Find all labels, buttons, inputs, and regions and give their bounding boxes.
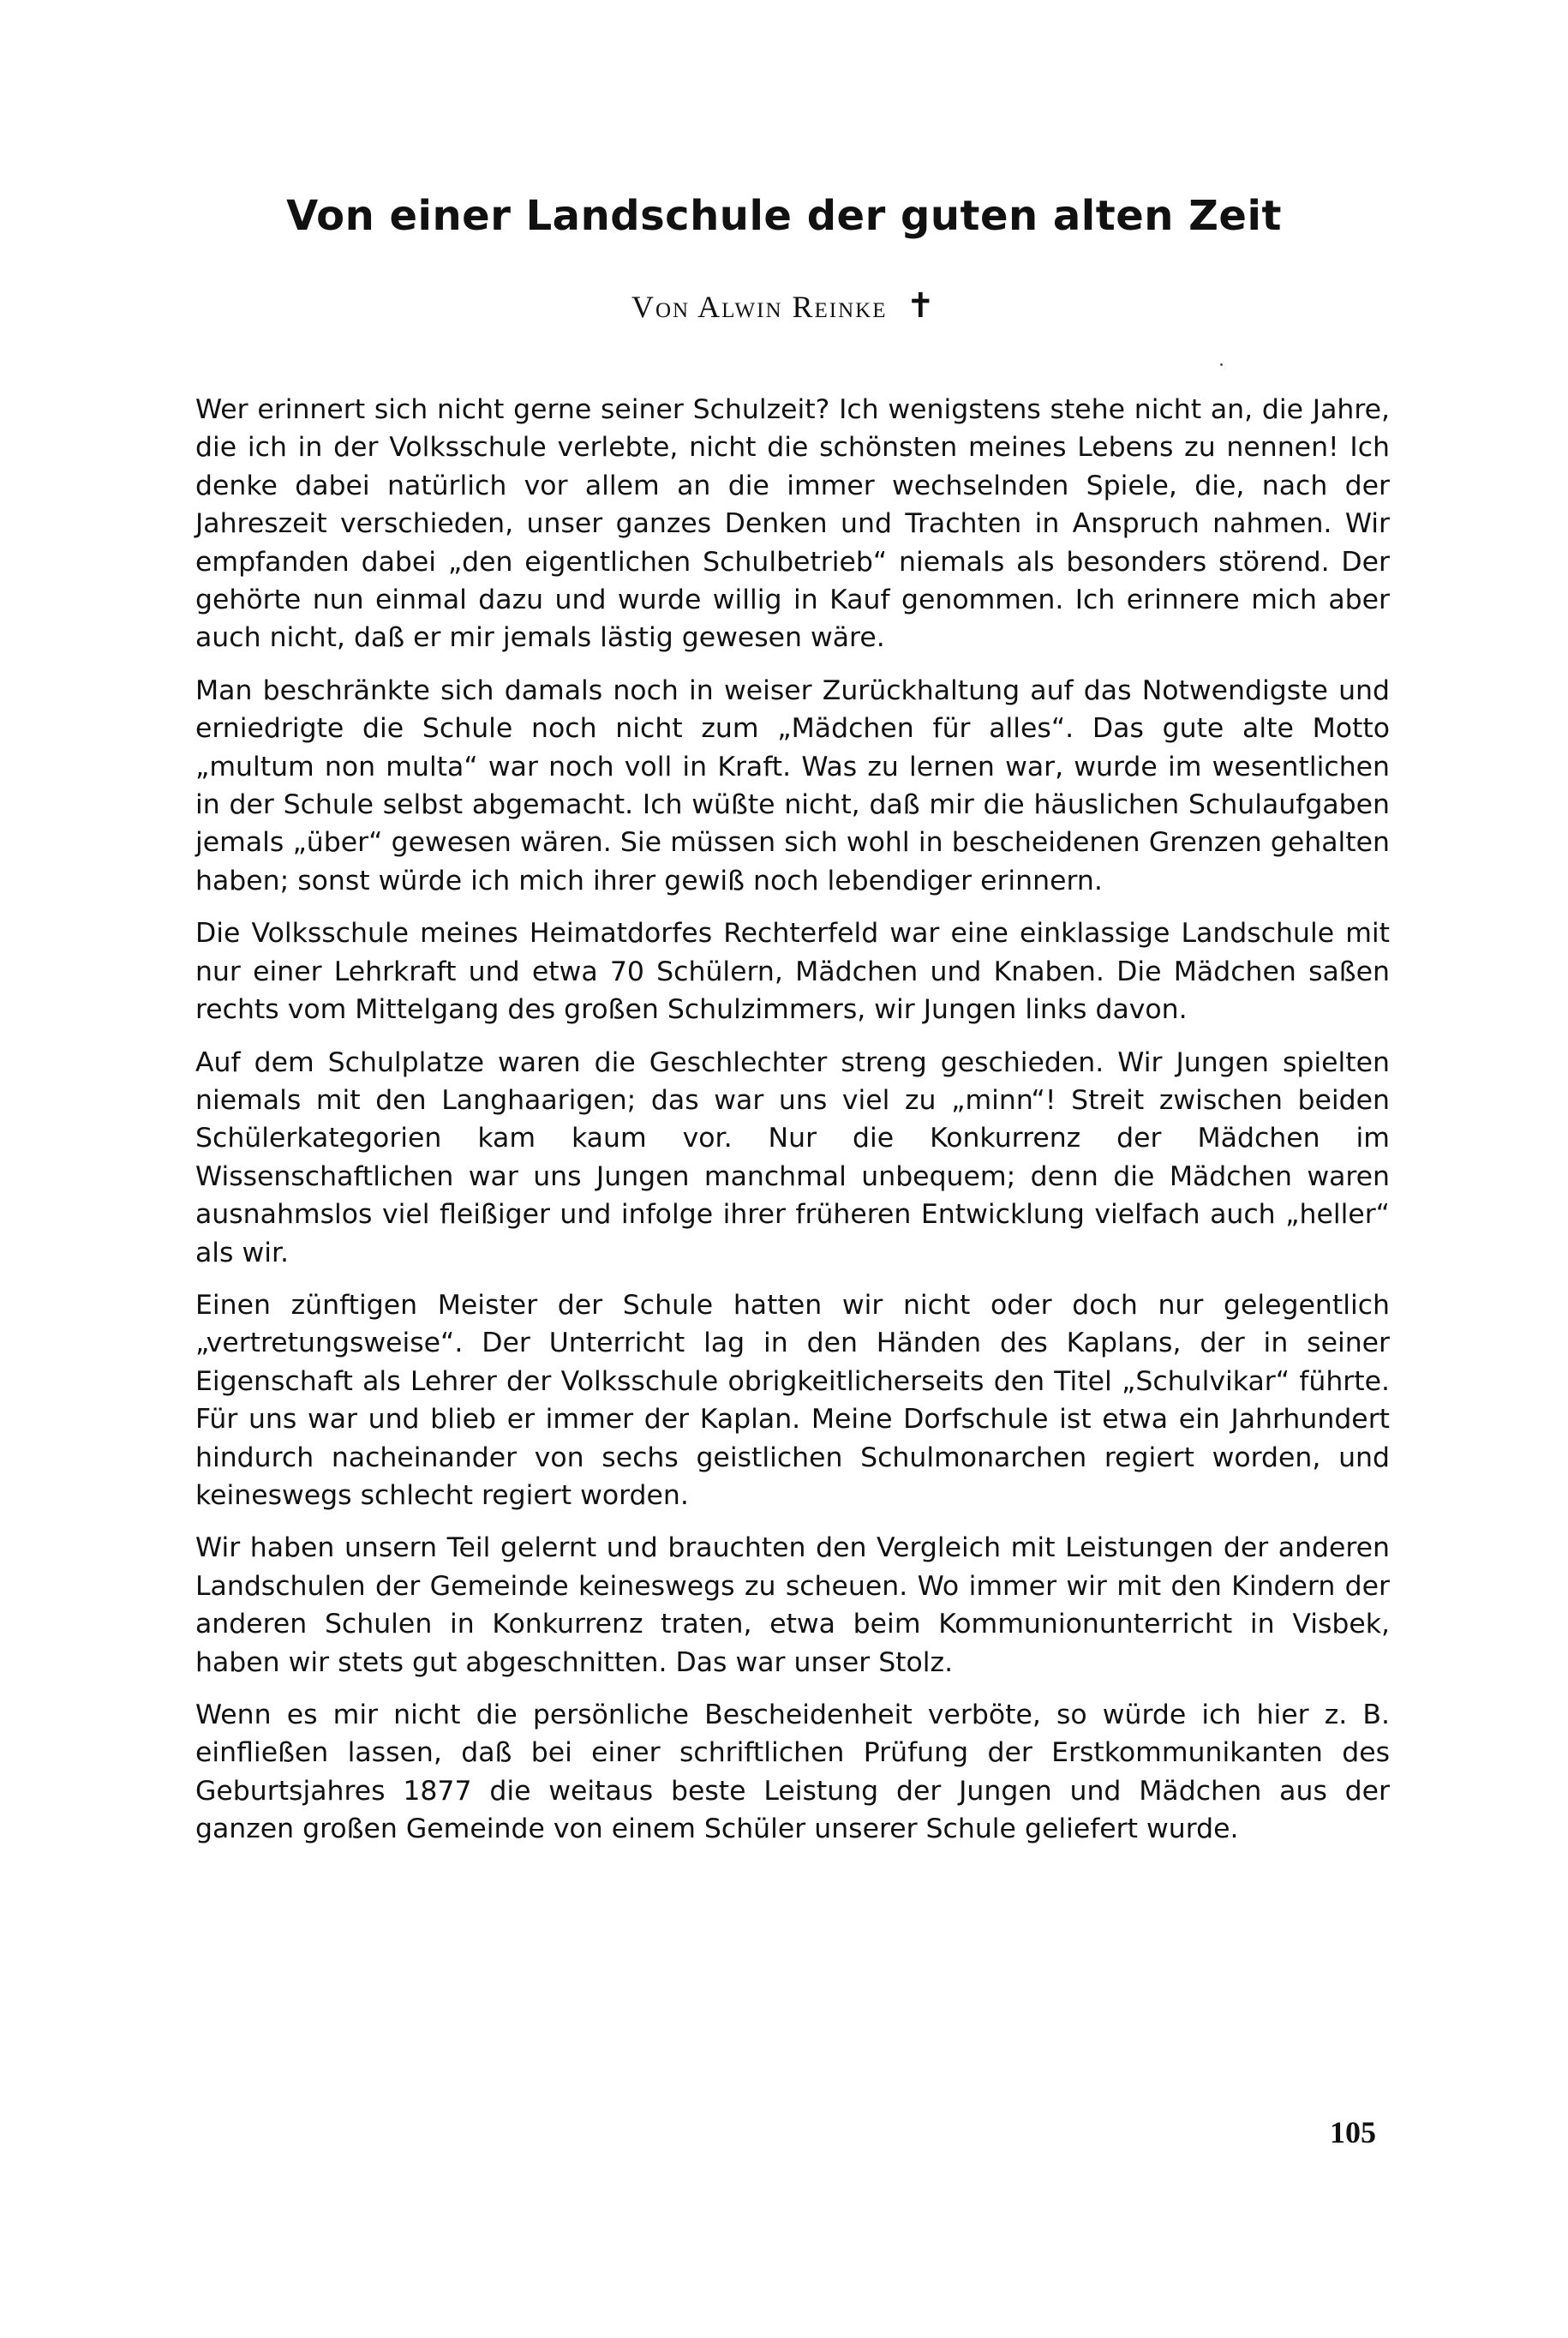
article-body: [195, 391, 1390, 1863]
paragraph: Wer erinnert sich nicht gerne seiner Schulzeit? Ich wenigstens stehe nicht an, die Jahre, die ich in der Volksschule verlebte, nicht die schönsten meines Lebens zu nennen! Ich denke dabei natürlich vor allem an die immer wechselnden Spiele, die, nach der Jahreszeit verschieden, unser ganzes Denken und Trachten in Anspruch nahmen. Wir empfanden dabei „den eigentlichen Schulbetrieb“ niemals als besonders störend. Der gehörte nun einmal dazu und wurde willig in Kauf genommen. Ich erinnere mich aber auch nicht, daß er mir jemals lästig gewesen wäre.: [195, 394, 1390, 654]
deceased-cross-icon: ✝: [906, 286, 937, 326]
page-number: 105: [1330, 2115, 1376, 2149]
paragraph: Wenn es mir nicht die persönliche Bescheidenheit verböte, so würde ich hier z. B. einfließen lassen, daß bei einer schriftlichen Prüfung der Erstkommunikanten des Geburtsjahres 1877 die weitaus beste Leistung der Jungen und Mädchen aus der ganzen großen Gemeinde von einem Schüler unserer Schule geliefert wurde.: [195, 1700, 1390, 1845]
paragraph: Man beschränkte sich damals noch in weiser Zurückhaltung auf das Notwendigste und erniedrigte die Schule noch nicht zum „Mädchen für alles“. Das gute alte Motto „multum non multa“ war noch voll in Kraft. Was zu lernen war, wurde im wesentlichen in der Schule selbst abgemacht. Ich wüßte nicht, daß mir die häuslichen Schulaufgaben jemals „über“ gewesen wären. Sie müssen sich wohl in bescheidenen Grenzen gehalten haben; sonst würde ich mich ihrer gewiß noch lebendiger erinnern.: [195, 674, 1390, 896]
author-name: Von Alwin Reinke: [631, 290, 888, 324]
paragraph: Einen zünftigen Meister der Schule hatten wir nicht oder doch nur gelegentlich „vertretungsweise“. Der Unterricht lag in den Händen des Kaplans, der in seiner Eigenschaft als Lehrer der Volksschule obrigkeitlicherseits den Titel „Schulvikar“ führte. Für uns war und blieb er immer der Kaplan. Meine Dorfschule ist etwa ein Jahrhundert hindurch nacheinander von sechs geistlichen Schulmonarchen regiert worden, und keineswegs schlecht regiert worden.: [195, 1289, 1390, 1511]
author-byline: [514, 285, 1054, 328]
paragraph: Auf dem Schulplatze waren die Geschlechter streng geschieden. Wir Jungen spielten niemals mit den Langhaarigen; das war uns viel zu „minn“! Streit zwischen beiden Schülerkategorien kam kaum vor. Nur die Konkurrenz der Mädchen im Wissenschaftlichen war uns Jungen manchmal unbequem; denn die Mädchen waren ausnahmslos viel fleißiger und infolge ihrer früheren Entwicklung vielfach auch „heller“ als wir.: [195, 1046, 1390, 1268]
article-title: Von einer Landschule der guten alten Zeit: [286, 192, 1282, 240]
paragraph: Die Volksschule meines Heimatdorfes Rechterfeld war eine einklassige Landschule mit nur einer Lehrkraft und etwa 70 Schülern, Mädchen und Knaben. Die Mädchen saßen rechts vom Mittelgang des großen Schulzimmers, wir Jungen links davon.: [195, 918, 1390, 1026]
print-speck: [1220, 363, 1223, 366]
paragraph: Wir haben unsern Teil gelernt und brauchten den Vergleich mit Leistungen der anderen Landschulen der Gemeinde keineswegs zu scheuen. Wo immer wir mit den Kindern der anderen Schulen in Konkurrenz traten, etwa beim Kommunionunterricht in Visbek, haben wir stets gut abgeschnitten. Das war unser Stolz.: [195, 1532, 1390, 1678]
